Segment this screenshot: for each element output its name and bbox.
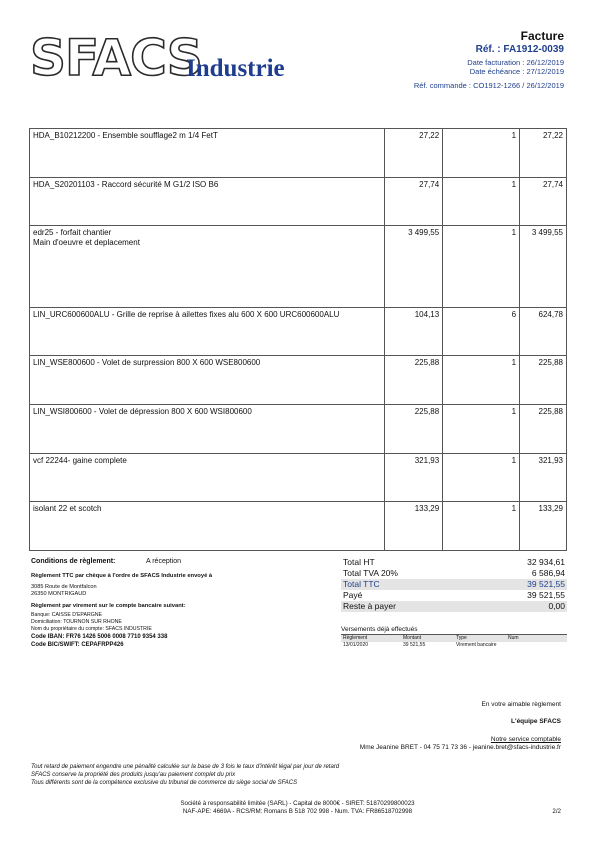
page-footer xyxy=(0,800,595,816)
table-row xyxy=(30,226,567,307)
total-label: Reste à payer xyxy=(343,601,396,611)
address-line-2: 26350 MONTRIGAUD xyxy=(31,591,87,597)
ref-commande: Réf. commande : CO1912-1266 / 26/12/2019 xyxy=(413,81,564,90)
item-qty: 1 xyxy=(443,356,520,405)
item-qty: 1 xyxy=(443,453,520,502)
table-row xyxy=(30,404,567,453)
total-ht-row xyxy=(341,557,567,568)
date-echeance: Date échéance : 27/12/2019 xyxy=(469,67,564,76)
address-line-1: 3085 Route de Montfalcon xyxy=(31,584,97,590)
date-facturation: Date facturation : 26/12/2019 xyxy=(467,58,564,67)
payment-conditions xyxy=(31,557,331,649)
totals-box xyxy=(341,557,567,612)
item-desc: LIN_WSE800600 - Volet de surpression 800 X 600 WSE800600 xyxy=(30,356,385,405)
total-value: 0,00 xyxy=(548,601,565,611)
item-total: 27,74 xyxy=(520,177,567,226)
company-logo xyxy=(30,29,320,88)
item-total: 225,88 xyxy=(520,404,567,453)
account-owner: Nom du propriétaire du compte: SFACS INDUSTRIE xyxy=(31,626,152,632)
item-desc: HDA_B10212200 - Ensemble soufflage2 m 1/4 FetT xyxy=(30,129,385,178)
table-row xyxy=(30,502,567,551)
bank-domiciliation: Domiciliation: TOURNON SUR RHONE xyxy=(31,619,122,625)
item-qty: 1 xyxy=(443,226,520,307)
invoice-ref: Réf. : FA1912-0039 xyxy=(475,44,564,55)
item-desc: LIN_URC600600ALU - Grille de reprise à ailettes fixes alu 600 X 600 URC600600ALU xyxy=(30,307,385,356)
items-table xyxy=(29,128,567,551)
header-num: Num xyxy=(508,635,519,641)
logo-suffix: Industrie xyxy=(186,55,285,82)
remaining-row xyxy=(341,601,567,612)
accounting-service: Notre service comptable xyxy=(490,736,561,743)
item-unit-price: 104,13 xyxy=(385,307,443,356)
item-total: 3 499,55 xyxy=(520,226,567,307)
item-total: 133,29 xyxy=(520,502,567,551)
total-label: Total TTC xyxy=(343,579,380,589)
item-desc-detail: Main d'oeuvre et deplacement xyxy=(33,238,140,248)
item-desc: edr25 - forfait chantier xyxy=(33,228,112,238)
total-value: 39 521,55 xyxy=(527,579,565,589)
cheque-title: Règlement TTC par chèque à l'ordre de SFACS Industrie envoyé à xyxy=(31,573,213,579)
virement-title: Règlement par virement sur le compte bancaire suivant: xyxy=(31,603,186,609)
payments-table xyxy=(341,625,567,649)
item-desc-cell xyxy=(30,226,385,307)
total-value: 32 934,61 xyxy=(527,557,565,567)
table-row xyxy=(30,356,567,405)
header-reglement: Règlement xyxy=(343,635,368,641)
total-tva-row xyxy=(341,568,567,579)
closing-text: En votre aimable règlement xyxy=(481,701,561,708)
item-desc: isolant 22 et scotch xyxy=(30,502,385,551)
payment-amount: 39 521,55 xyxy=(403,642,426,648)
footer-line-2: NAF-APE: 4669A - RCS/RM: Romans B 518 702 998 - Num. TVA: FR86518702998 xyxy=(182,808,413,815)
conditions-value: A réception xyxy=(146,558,182,565)
team-signature: L'équipe SFACS xyxy=(511,718,561,725)
page-number: 2/2 xyxy=(552,808,561,815)
logo-brand: SFACS xyxy=(30,29,202,87)
item-total: 27,22 xyxy=(520,129,567,178)
header-type: Type xyxy=(456,635,467,641)
total-value: 39 521,55 xyxy=(527,590,565,600)
conditions-line xyxy=(31,557,331,566)
table-row xyxy=(30,177,567,226)
total-label: Total TVA 20% xyxy=(343,568,398,578)
item-unit-price: 225,88 xyxy=(385,356,443,405)
item-qty: 1 xyxy=(443,404,520,453)
item-qty: 1 xyxy=(443,129,520,178)
item-unit-price: 321,93 xyxy=(385,453,443,502)
item-unit-price: 27,74 xyxy=(385,177,443,226)
iban-code: Code IBAN: FR76 1426 5006 0008 7710 9354 338 xyxy=(31,634,168,640)
footer-line-1: Société à responsabilité limitée (SARL) - Capital de 8000€ - SIRET: 51870299800023 xyxy=(180,800,415,807)
bic-code: Code BIC/SWIFT: CEPAFRPP426 xyxy=(31,642,124,648)
payment-row xyxy=(341,642,567,649)
paid-row xyxy=(341,590,567,601)
total-value: 6 586,94 xyxy=(531,568,565,578)
table-row xyxy=(30,453,567,502)
bank-name: Banque: CAISSE D'EPARGNE xyxy=(31,612,102,618)
total-label: Total HT xyxy=(343,557,375,567)
contact-line: Mme Jeanine BRET - 04 75 71 73 36 - jeanine.bret@sfacs-industrie.fr xyxy=(359,744,561,751)
item-unit-price: 225,88 xyxy=(385,404,443,453)
table-row xyxy=(30,307,567,356)
payments-header xyxy=(341,635,567,642)
item-total: 624,78 xyxy=(520,307,567,356)
total-ttc-row xyxy=(341,579,567,590)
legal-line: SFACS conserve la propriété des produits jusqu'au paiement complet du prix xyxy=(31,772,236,778)
legal-line: Tout retard de paiement engendre une pénalité calculée sur la base de 3 fois le taux d'intérêt légal par jour de retard xyxy=(31,764,340,770)
item-qty: 1 xyxy=(443,502,520,551)
legal-notice xyxy=(31,763,339,787)
header-montant: Montant xyxy=(403,635,422,641)
item-qty: 6 xyxy=(443,307,520,356)
total-label: Payé xyxy=(343,590,363,600)
item-unit-price: 133,29 xyxy=(385,502,443,551)
payments-title: Versements déjà effectués xyxy=(341,625,567,635)
item-unit-price: 3 499,55 xyxy=(385,226,443,307)
payment-date: 13/01/2020 xyxy=(343,642,369,648)
table-row xyxy=(30,129,567,178)
payment-num xyxy=(514,642,554,649)
invoice-header xyxy=(414,30,564,90)
payment-type: Virement bancaire xyxy=(456,642,497,648)
conditions-label: Conditions de règlement: xyxy=(31,558,116,565)
invoice-title: Facture xyxy=(520,29,564,43)
item-desc: HDA_S20201103 - Raccord sécurité M G1/2 ISO B6 xyxy=(30,177,385,226)
item-total: 321,93 xyxy=(520,453,567,502)
item-qty: 1 xyxy=(443,177,520,226)
item-desc: vcf 22244- gaine complete xyxy=(30,453,385,502)
legal-line: Tous différents sont de la compétence exclusive du tribunal de commerce du siège social de SFACS xyxy=(31,780,298,786)
item-unit-price: 27,22 xyxy=(385,129,443,178)
item-desc: LIN_WSI800600 - Volet de dépression 800 X 600 WSI800600 xyxy=(30,404,385,453)
item-total: 225,88 xyxy=(520,356,567,405)
